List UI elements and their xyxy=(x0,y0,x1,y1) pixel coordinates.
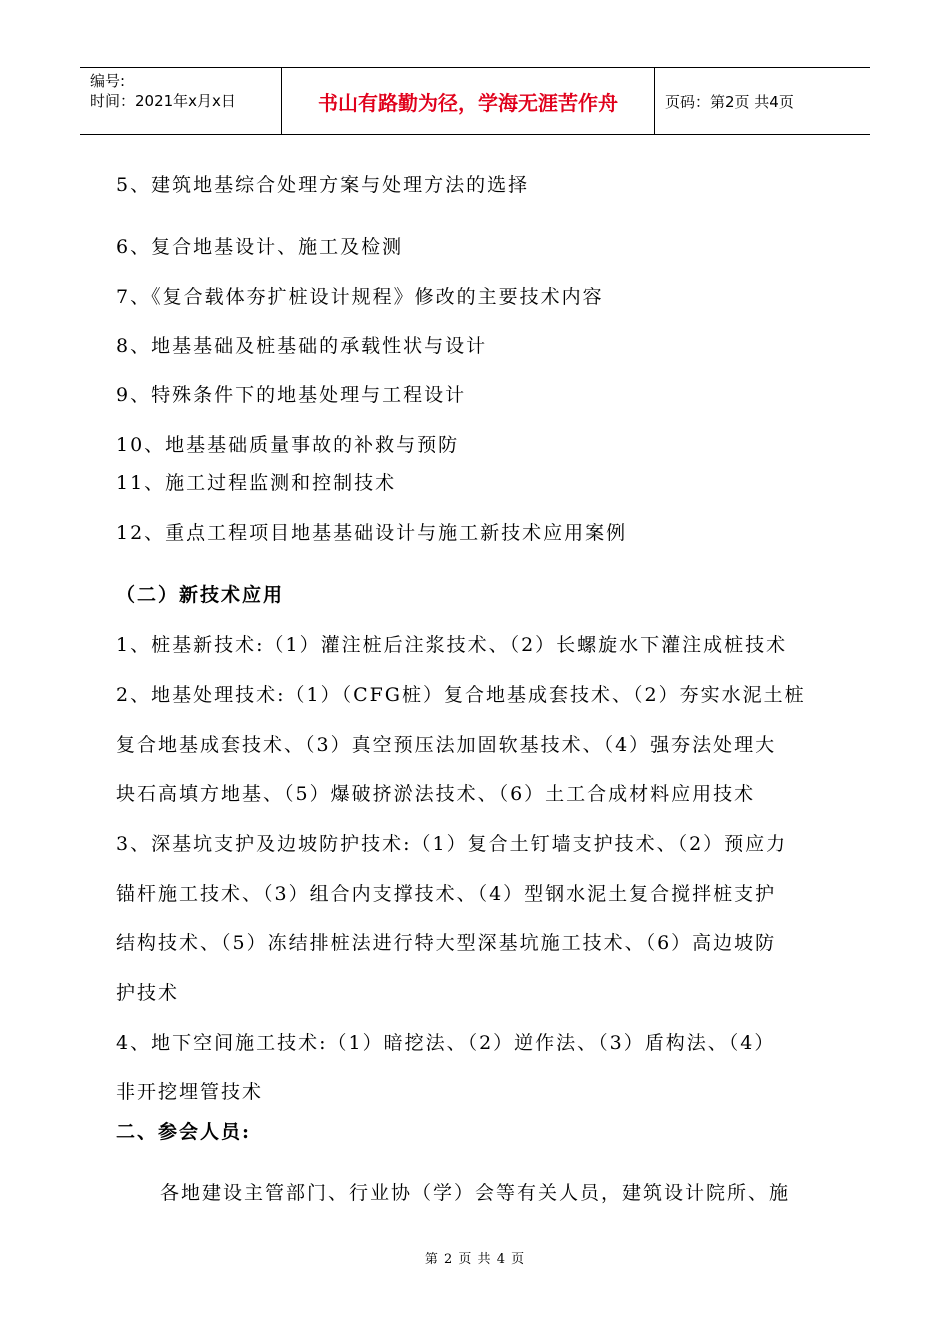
list-item-11: 11、施工过程监测和控制技术 xyxy=(116,472,397,494)
header-page-info: 页码：第2页 共4页 xyxy=(665,92,794,111)
paragraph-line: 块石高填方地基、（5）爆破挤淤法技术、（6）土工合成材料应用技术 xyxy=(116,783,756,805)
paragraph-line: 非开挖埋管技术 xyxy=(116,1081,264,1103)
paragraph-line: 护技术 xyxy=(116,982,180,1004)
time-label: 时间：2021年x月x日 xyxy=(90,92,236,110)
header-meta xyxy=(80,68,282,134)
list-item-10: 10、地基基础质量事故的补救与预防 xyxy=(116,434,460,456)
section-heading-attendees: 二、参会人员: xyxy=(116,1121,252,1143)
number-label: 编号: xyxy=(90,72,126,90)
paragraph-line: 锚杆施工技术、（3）组合内支撑技术、（4）型钢水泥土复合搅拌桩支护 xyxy=(116,883,777,905)
paragraph-line: 1、桩基新技术:（1）灌注桩后注浆技术、（2）长螺旋水下灌注成桩技术 xyxy=(116,634,788,656)
list-item-8: 8、地基基础及桩基础的承载性状与设计 xyxy=(116,335,488,357)
paragraph-line: 复合地基成套技术、（3）真空预压法加固软基技术、（4）强夯法处理大 xyxy=(116,734,777,756)
paragraph-line: 4、地下空间施工技术:（1）暗挖法、（2）逆作法、（3）盾构法、（4） xyxy=(116,1032,776,1054)
page-header xyxy=(80,67,870,135)
list-item-12: 12、重点工程项目地基基础设计与施工新技术应用案例 xyxy=(116,522,628,544)
paragraph-line: 2、地基处理技术:（1）（CFG桩）复合地基成套技术、（2）夯实水泥土桩 xyxy=(116,684,806,706)
list-item-9: 9、特殊条件下的地基处理与工程设计 xyxy=(116,384,467,406)
paragraph-line: 结构技术、（5）冻结排桩法进行特大型深基坑施工技术、（6）高边坡防 xyxy=(116,932,777,954)
list-item-6: 6、复合地基设计、施工及检测 xyxy=(116,236,404,258)
list-item-5: 5、建筑地基综合处理方案与处理方法的选择 xyxy=(116,174,530,196)
paragraph-line: 3、深基坑支护及边坡防护技术:（1）复合土钉墙支护技术、（2）预应力 xyxy=(116,833,788,855)
paragraph-line: 各地建设主管部门、行业协（学）会等有关人员，建筑设计院所、施 xyxy=(160,1182,791,1204)
header-motto: 书山有路勤为径，学海无涯苦作舟 xyxy=(282,68,655,134)
page-footer: 第 2 页 共 4 页 xyxy=(424,1252,526,1267)
list-item-7: 7、《复合载体夯扩桩设计规程》修改的主要技术内容 xyxy=(116,286,604,308)
section-heading-new-tech: （二）新技术应用 xyxy=(116,584,285,606)
